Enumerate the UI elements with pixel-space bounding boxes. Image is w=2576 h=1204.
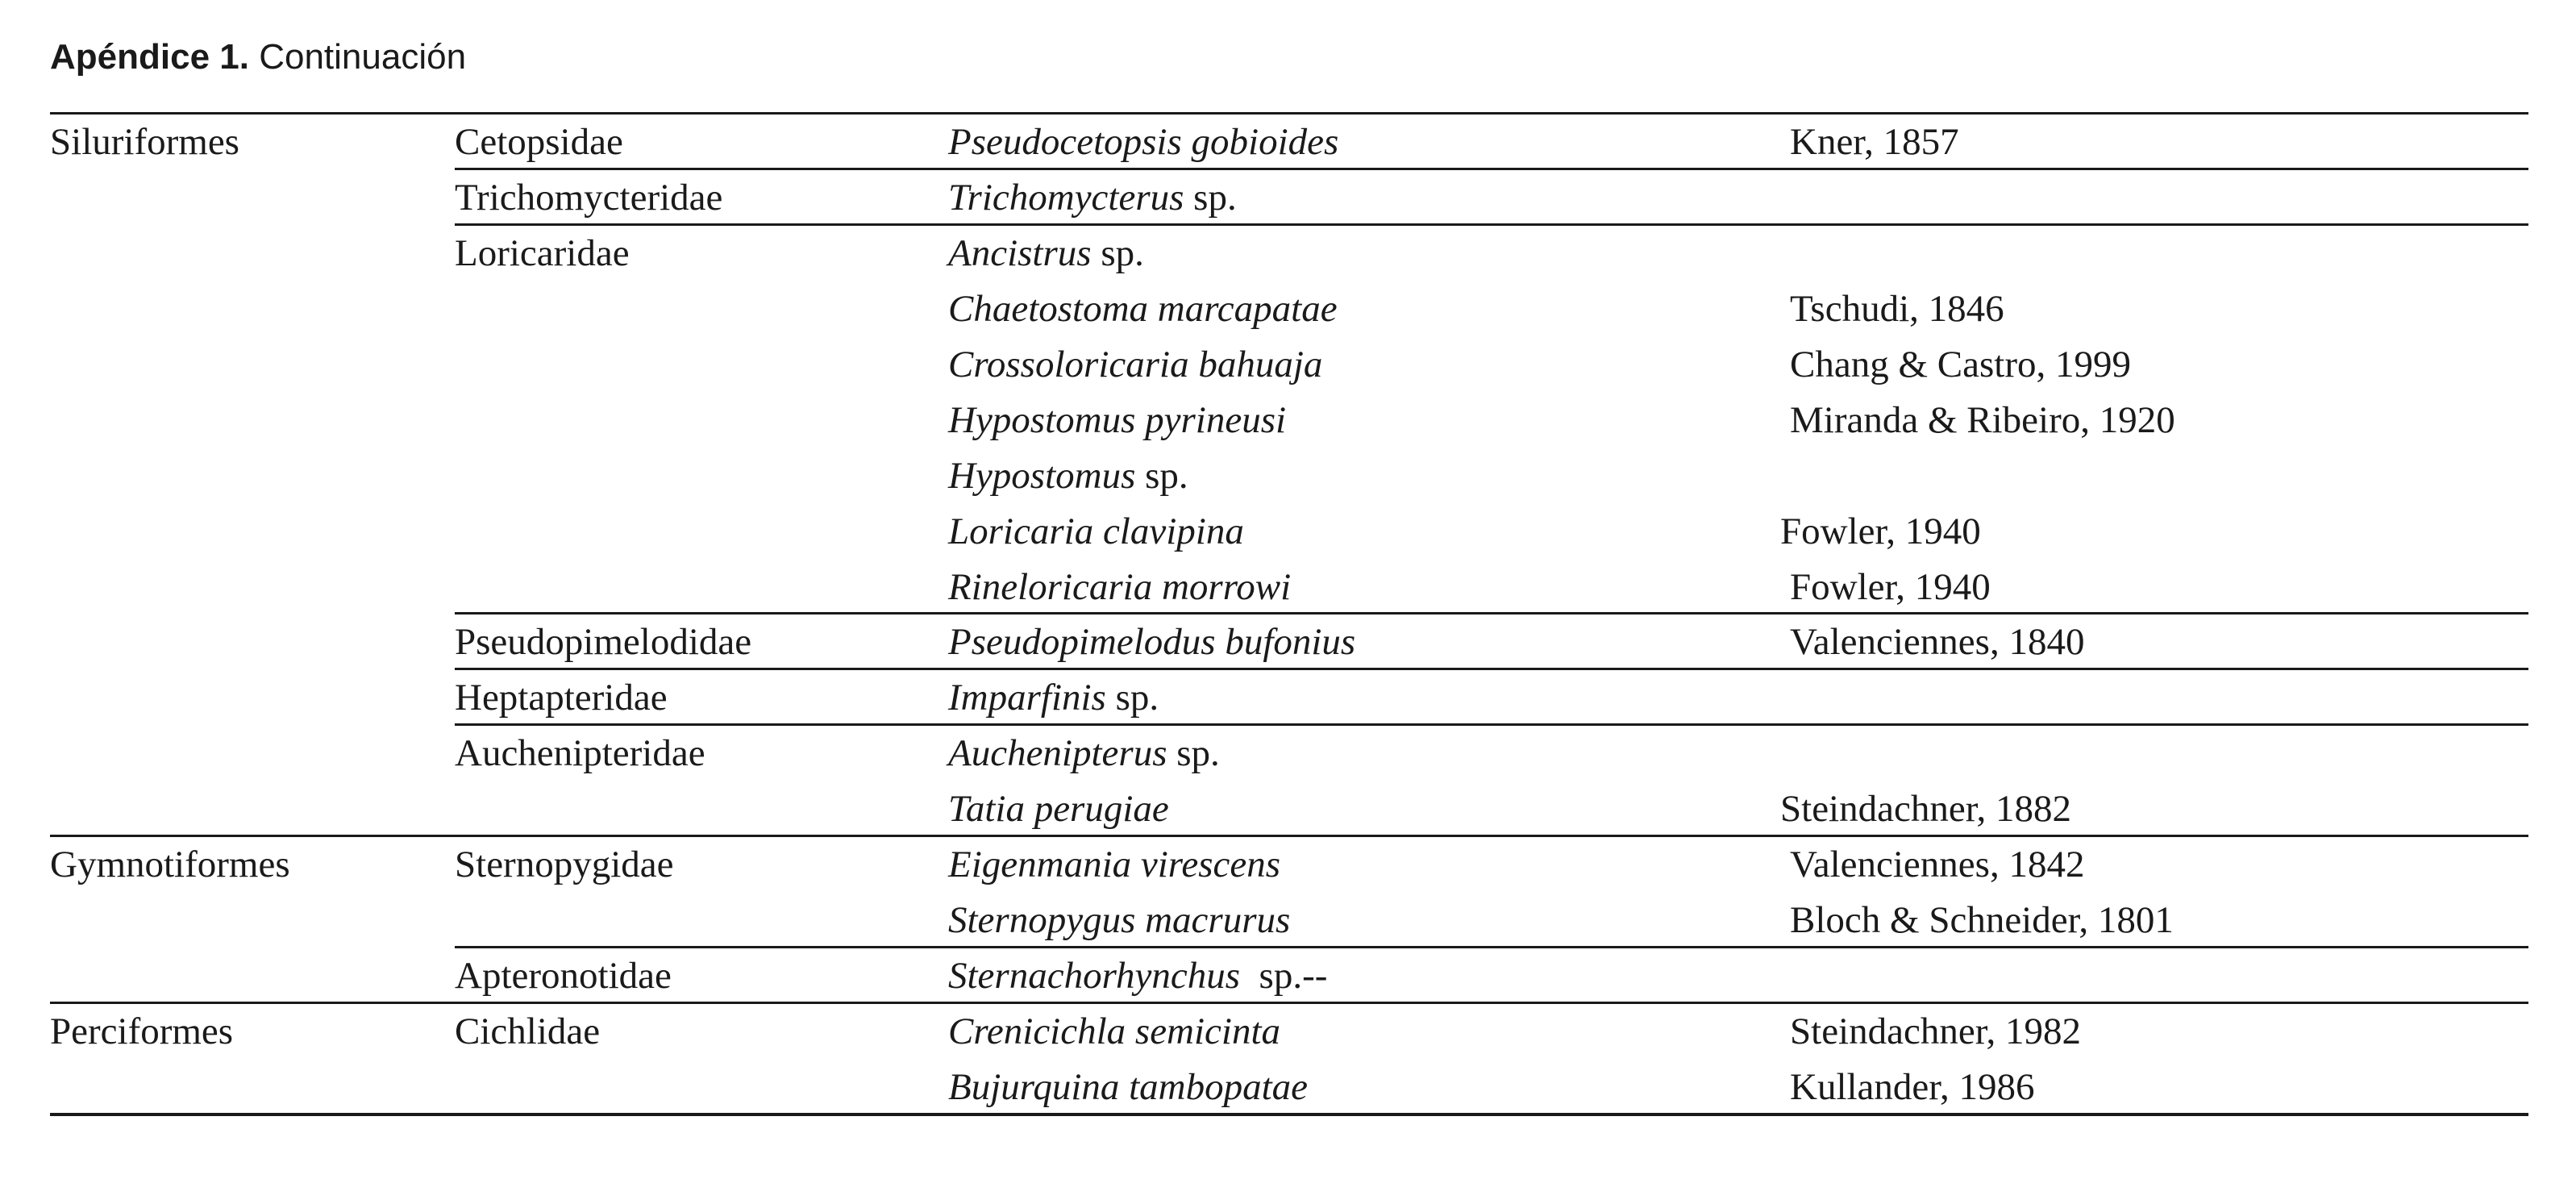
caption-text: Continuación — [248, 37, 467, 77]
table-row — [50, 1004, 2528, 1060]
species-cell — [948, 115, 1338, 170]
species-cell — [948, 170, 1237, 226]
order-cell: Siluriformes — [50, 121, 239, 163]
species-suffix: sp. — [1105, 677, 1159, 719]
table-row — [50, 448, 2528, 504]
species-name: Tatia perugiae — [948, 788, 1169, 830]
family-cell: Cetopsidae — [455, 121, 623, 163]
family-cell: Pseudopimelodidae — [455, 621, 752, 663]
author-cell: Valenciennes, 1842 — [1790, 844, 2085, 885]
order-cell: Perciformes — [50, 1010, 234, 1052]
author-cell: Steindachner, 1982 — [1790, 1010, 2081, 1052]
species-cell — [948, 614, 1355, 670]
species-name: Hypostomus pyrineusi — [948, 399, 1287, 441]
species-name: Imparfinis — [948, 677, 1106, 719]
species-name: Chaetostoma marcapatae — [948, 288, 1338, 330]
species-name: Eigenmania virescens — [948, 844, 1281, 885]
species-suffix: sp. — [1135, 455, 1188, 497]
table-row — [50, 504, 2528, 560]
species-cell — [948, 1004, 1280, 1060]
author-cell: Miranda & Ribeiro, 1920 — [1790, 399, 2175, 441]
species-cell — [948, 837, 1280, 893]
species-cell — [948, 504, 1244, 560]
family-cell: Cichlidae — [455, 1010, 601, 1052]
species-suffix: sp. — [1184, 177, 1237, 219]
species-table — [50, 0, 2528, 1204]
species-name: Bujurquina tambopatae — [948, 1066, 1309, 1108]
table-row — [50, 226, 2528, 281]
species-name: Crossoloricaria bahuaja — [948, 344, 1323, 385]
table-row — [50, 781, 2528, 837]
species-name: Rineloricaria morrowi — [948, 566, 1292, 608]
species-cell — [948, 337, 1322, 393]
family-cell: Auchenipteridae — [455, 732, 705, 774]
author-cell: Fowler, 1940 — [1780, 510, 1981, 552]
author-cell: Valenciennes, 1840 — [1790, 621, 2085, 663]
author-cell: Kullander, 1986 — [1790, 1066, 2035, 1108]
author-cell: Chang & Castro, 1999 — [1790, 344, 2131, 385]
species-name: Auchenipterus — [948, 732, 1167, 774]
species-cell — [948, 726, 1220, 781]
species-cell — [948, 281, 1338, 337]
species-suffix: sp. — [1091, 232, 1144, 274]
species-name: Loricaria clavipina — [948, 510, 1244, 552]
table-row — [50, 948, 2528, 1004]
species-suffix: sp. — [1167, 732, 1220, 774]
species-name: Sternopygus macrurus — [948, 899, 1291, 941]
species-cell — [948, 1060, 1308, 1115]
species-cell — [948, 448, 1188, 504]
table-row — [50, 893, 2528, 948]
table-row — [50, 281, 2528, 337]
order-cell: Gymnotiformes — [50, 844, 290, 885]
species-name: Crenicichla semicinta — [948, 1010, 1281, 1052]
table-row — [50, 837, 2528, 893]
species-name: Pseudocetopsis gobioides — [948, 121, 1339, 163]
species-name: Sternachorhynchus — [948, 955, 1241, 997]
species-name: Trichomycterus — [948, 177, 1184, 219]
species-name: Ancistrus — [948, 232, 1092, 274]
species-cell — [948, 948, 1327, 1004]
species-cell — [948, 893, 1290, 948]
author-cell: Fowler, 1940 — [1790, 566, 1991, 608]
author-cell: Steindachner, 1882 — [1780, 788, 2071, 830]
species-cell — [948, 393, 1286, 448]
table-row — [50, 670, 2528, 726]
author-cell: Bloch & Schneider, 1801 — [1790, 899, 2174, 941]
table-row — [50, 614, 2528, 670]
table-row — [50, 726, 2528, 781]
table-row — [50, 170, 2528, 226]
table-row — [50, 393, 2528, 448]
author-cell: Tschudi, 1846 — [1790, 288, 2004, 330]
species-name: Hypostomus — [948, 455, 1136, 497]
table-row — [50, 1060, 2528, 1115]
author-cell: Kner, 1857 — [1790, 121, 1959, 163]
family-cell: Apteronotidae — [455, 955, 672, 997]
species-name: Pseudopimelodus bufonius — [948, 621, 1356, 663]
species-cell — [948, 226, 1144, 281]
family-cell: Sternopygidae — [455, 844, 674, 885]
species-cell — [948, 781, 1169, 837]
family-cell: Heptapteridae — [455, 677, 668, 719]
species-cell — [948, 670, 1159, 726]
species-suffix: sp.-- — [1240, 955, 1328, 997]
family-cell: Loricaridae — [455, 232, 630, 274]
table-row — [50, 337, 2528, 393]
species-cell — [948, 560, 1291, 615]
family-cell: Trichomycteridae — [455, 177, 723, 219]
table-row — [50, 115, 2528, 170]
caption-label: Apéndice 1. — [50, 37, 249, 77]
table-row — [50, 560, 2528, 615]
